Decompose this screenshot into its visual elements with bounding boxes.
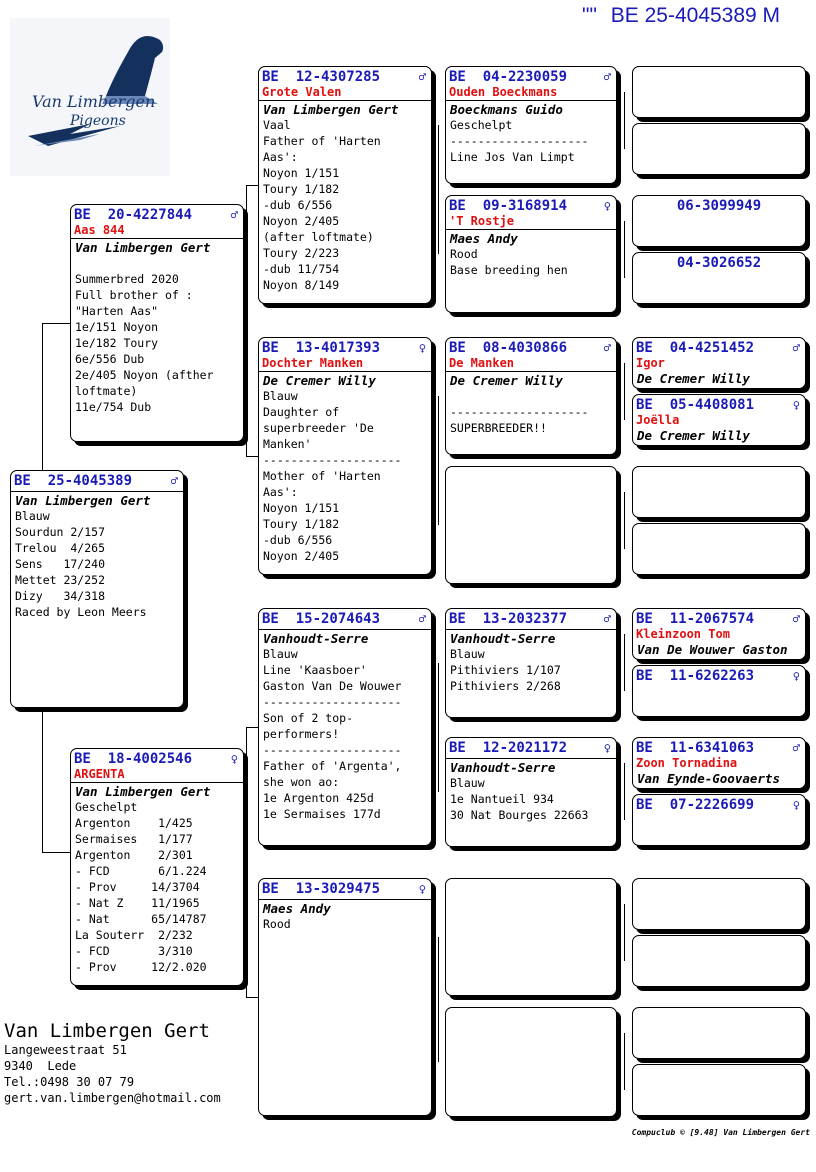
pedigree-header bbox=[582, 4, 780, 28]
breeder-name: Vanhoudt-Serre bbox=[450, 760, 556, 775]
pigeon-name: Aas 844 bbox=[74, 223, 125, 237]
ring-number: 06-3099949 bbox=[676, 198, 762, 214]
card-header bbox=[262, 611, 428, 628]
connector bbox=[438, 937, 439, 1062]
pigeon-name: Ouden Boeckmans bbox=[449, 85, 558, 99]
connector bbox=[246, 456, 258, 457]
pigeon-card-subject bbox=[10, 470, 184, 708]
pigeon-info: Rood bbox=[263, 917, 291, 931]
card-header bbox=[636, 397, 802, 414]
breeder-name: Van Limbergen Gert bbox=[75, 784, 211, 799]
pigeon-info: Vaal Father of 'Harten Aas': Noyon 1/151 Toury 1/182 -dub 6/556 Noyon 2/405 (after loftmate) Toury 2/223 -dub 11/754 Noyon 8/149 bbox=[263, 118, 381, 292]
divider bbox=[446, 229, 616, 230]
ring-number: BE 11-6262263 bbox=[636, 668, 755, 684]
divider bbox=[71, 782, 243, 783]
connector bbox=[624, 92, 625, 149]
pigeon-card-sire bbox=[70, 204, 244, 442]
card-header bbox=[449, 740, 613, 757]
ring-number: BE 12-4307285 bbox=[262, 69, 381, 85]
pigeon-card-sdd bbox=[445, 466, 617, 584]
ring-number: BE 15-2074643 bbox=[262, 611, 381, 627]
pigeon-card-dds bbox=[445, 878, 617, 996]
female-icon: ♀ bbox=[603, 199, 611, 213]
breeder-name: De Cremer Willy bbox=[637, 371, 750, 386]
pigeon-name: Igor bbox=[636, 356, 665, 370]
pigeon-card-dam bbox=[70, 748, 244, 986]
divider bbox=[259, 371, 431, 372]
connector bbox=[42, 323, 70, 324]
pigeon-info: Geschelpt Argenton 1/425 Sermaises 1/177 Argenton 2/301 - FCD 6/1.224 - Prov 14/3704 - Nat Z 11/1965 - Nat 65/14787 La Souterr 2/232 - FCD 3/310 - Prov 12/2.020 bbox=[75, 800, 207, 974]
ring-number: BE 07-2226699 bbox=[636, 797, 755, 813]
pigeon-info: -------------------- SUPERBREEDER!! bbox=[450, 405, 589, 435]
breeder-name: Vanhoudt-Serre bbox=[450, 631, 556, 646]
pigeon-card-ddd bbox=[445, 1007, 617, 1117]
connector bbox=[438, 663, 439, 792]
connector bbox=[42, 712, 43, 852]
pigeon-card-g16 bbox=[632, 1064, 806, 1116]
ring-number: BE 05-4408081 bbox=[636, 397, 755, 413]
breeder-name: Van Limbergen Gert bbox=[15, 493, 151, 508]
connector bbox=[246, 997, 258, 998]
divider bbox=[259, 899, 431, 900]
connector bbox=[624, 1033, 625, 1090]
pigeon-info: Rood Base breeding hen bbox=[450, 247, 568, 277]
owner-street: Langeweestraat 51 bbox=[4, 1043, 127, 1057]
pigeon-card-sd bbox=[258, 337, 432, 575]
male-icon: ♂ bbox=[230, 208, 238, 222]
divider bbox=[259, 100, 431, 101]
connector bbox=[624, 763, 625, 820]
card-header bbox=[636, 797, 802, 814]
male-icon: ♂ bbox=[603, 341, 611, 355]
pigeon-card-g10 bbox=[632, 665, 806, 717]
female-icon: ♀ bbox=[418, 341, 426, 355]
female-icon: ♀ bbox=[792, 669, 800, 683]
pigeon-name: Joëlla bbox=[636, 413, 680, 427]
pigeon-card-g15 bbox=[632, 1007, 806, 1059]
header-quote: "" bbox=[582, 4, 597, 27]
pigeon-card-g11 bbox=[632, 737, 806, 789]
card-header bbox=[636, 340, 802, 357]
card-header bbox=[449, 340, 613, 357]
connector bbox=[246, 727, 247, 997]
pigeon-card-g2 bbox=[632, 123, 806, 175]
pigeon-name: Zoon Tornadina bbox=[636, 756, 738, 770]
pigeon-card-dd bbox=[258, 878, 432, 1116]
pigeon-info: Geschelpt -------------------- Line Jos Van Limpt bbox=[450, 118, 589, 164]
pigeon-card-ss bbox=[258, 66, 432, 304]
connector bbox=[624, 634, 625, 691]
card-header bbox=[636, 611, 802, 628]
header-ring: BE 25-4045389 M bbox=[610, 4, 781, 27]
divider bbox=[71, 238, 243, 239]
card-header bbox=[14, 473, 180, 490]
connector bbox=[624, 492, 625, 549]
ring-number: BE 25-4045389 bbox=[14, 473, 133, 489]
connector bbox=[438, 125, 439, 254]
ring-number: BE 04-4251452 bbox=[636, 340, 755, 356]
pigeon-name: Grote Valen bbox=[262, 85, 342, 99]
ring-number: 04-3026652 bbox=[676, 255, 762, 271]
divider bbox=[446, 100, 616, 101]
male-icon: ♂ bbox=[418, 612, 426, 626]
pigeon-card-g1 bbox=[632, 66, 806, 118]
card-header bbox=[262, 69, 428, 86]
divider bbox=[11, 491, 183, 492]
pigeon-card-g7 bbox=[632, 466, 806, 518]
pigeon-card-g3 bbox=[632, 195, 806, 247]
ring-number: BE 11-2067574 bbox=[636, 611, 755, 627]
card-header bbox=[74, 751, 240, 768]
logo-text-1: Van Limbergen bbox=[32, 92, 156, 111]
pigeon-info: Blauw Daughter of superbreeder 'De Manken' -------------------- Mother of 'Harten Aas': Noyon 1/151 Toury 1/182 -dub 6/556 Noyon 2/405 bbox=[263, 389, 402, 563]
ring-number: BE 09-3168914 bbox=[449, 198, 568, 214]
connector bbox=[624, 221, 625, 278]
female-icon: ♀ bbox=[792, 798, 800, 812]
card-header bbox=[636, 668, 802, 685]
breeder-name: De Cremer Willy bbox=[637, 428, 750, 443]
card-header bbox=[449, 198, 613, 215]
female-icon: ♀ bbox=[230, 752, 238, 766]
owner-name: Van Limbergen Gert bbox=[4, 1020, 210, 1042]
divider bbox=[446, 758, 616, 759]
connector bbox=[624, 363, 625, 420]
male-icon: ♂ bbox=[792, 741, 800, 755]
pigeon-info: Blauw Line 'Kaasboer' Gaston Van De Wouwer -------------------- Son of 2 top- performers! -------------------- Father of 'Argenta', she won ao: 1e Argenton 425d 1e Sermaises 177d bbox=[263, 647, 402, 821]
pigeon-card-dsd bbox=[445, 737, 617, 847]
ring-number: BE 20-4227844 bbox=[74, 207, 193, 223]
breeder-name: Van Eynde-Goovaerts bbox=[637, 771, 780, 786]
breeder-name: De Cremer Willy bbox=[450, 373, 563, 388]
male-icon: ♂ bbox=[170, 474, 178, 488]
connector bbox=[246, 185, 258, 186]
connector bbox=[42, 852, 70, 853]
breeder-name: Maes Andy bbox=[450, 231, 518, 246]
pigeon-card-g6 bbox=[632, 394, 806, 446]
pigeon-card-g12 bbox=[632, 794, 806, 846]
pigeon-card-g8 bbox=[632, 523, 806, 575]
pigeon-card-g4 bbox=[632, 252, 806, 304]
ring-number: BE 11-6341063 bbox=[636, 740, 755, 756]
pigeon-card-ssd bbox=[445, 195, 617, 313]
logo-text-2: Pigeons bbox=[70, 113, 126, 129]
pigeon-card-sss bbox=[445, 66, 617, 184]
female-icon: ♀ bbox=[603, 741, 611, 755]
breeder-name: Van De Wouwer Gaston bbox=[637, 642, 788, 657]
card-header bbox=[74, 207, 240, 224]
male-icon: ♂ bbox=[603, 612, 611, 626]
pigeon-name: ARGENTA bbox=[74, 767, 125, 781]
ring-number: BE 13-2032377 bbox=[449, 611, 568, 627]
owner-tel: Tel.:0498 30 07 79 bbox=[4, 1075, 135, 1089]
ring-number: BE 08-4030866 bbox=[449, 340, 568, 356]
pigeon-info: Blauw Sourdun 2/157 Trelou 4/265 Sens 17/240 Mettet 23/252 Dizy 34/318 Raced by Leon Meers bbox=[15, 509, 147, 619]
card-header bbox=[449, 69, 613, 86]
divider bbox=[446, 629, 616, 630]
ring-number: BE 12-2021172 bbox=[449, 740, 568, 756]
ring-number: BE 13-4017393 bbox=[262, 340, 381, 356]
pigeon-card-g5 bbox=[632, 337, 806, 389]
pigeon-card-g9 bbox=[632, 608, 806, 660]
female-icon: ♀ bbox=[418, 882, 426, 896]
pigeon-card-g14 bbox=[632, 935, 806, 987]
logo bbox=[10, 18, 170, 176]
connector bbox=[624, 904, 625, 961]
connector bbox=[246, 185, 247, 456]
ring-number: BE 04-2230059 bbox=[449, 69, 568, 85]
breeder-name: Boeckmans Guido bbox=[450, 102, 563, 117]
pigeon-info: Summerbred 2020 Full brother of : "Harten Aas" 1e/151 Noyon 1e/182 Toury 6e/556 Dub 2e/405 Noyon (afther loftmate) 11e/754 Dub bbox=[75, 272, 214, 414]
male-icon: ♂ bbox=[792, 612, 800, 626]
pigeon-name: De Manken bbox=[449, 356, 515, 370]
breeder-name: Van Limbergen Gert bbox=[75, 240, 211, 255]
pigeon-name: 'T Rostje bbox=[449, 214, 515, 228]
divider bbox=[446, 371, 616, 372]
breeder-name: Vanhoudt-Serre bbox=[263, 631, 369, 646]
card-header bbox=[449, 611, 613, 628]
pigeon-info: Blauw Pithiviers 1/107 Pithiviers 2/268 bbox=[450, 647, 561, 693]
connector bbox=[42, 323, 43, 470]
connector bbox=[438, 396, 439, 525]
card-header bbox=[636, 740, 802, 757]
pigeon-card-sds bbox=[445, 337, 617, 455]
owner-block bbox=[4, 1020, 221, 1106]
ring-number: BE 18-4002546 bbox=[74, 751, 193, 767]
divider bbox=[259, 629, 431, 630]
pigeon-info: Blauw 1e Nantueil 934 30 Nat Bourges 22663 bbox=[450, 776, 589, 822]
connector bbox=[246, 727, 258, 728]
card-header bbox=[262, 340, 428, 357]
footer-credit: Compuclub © [9.48] Van Limbergen Gert bbox=[631, 1128, 810, 1137]
male-icon: ♂ bbox=[603, 70, 611, 84]
pigeon-card-g13 bbox=[632, 878, 806, 930]
breeder-name: De Cremer Willy bbox=[263, 373, 376, 388]
pigeon-card-dss bbox=[445, 608, 617, 718]
breeder-name: Van Limbergen Gert bbox=[263, 102, 399, 117]
owner-city: 9340 Lede bbox=[4, 1059, 77, 1073]
pigeon-name: Kleinzoon Tom bbox=[636, 627, 730, 641]
card-header bbox=[262, 881, 428, 898]
ring-number: BE 13-3029475 bbox=[262, 881, 381, 897]
male-icon: ♂ bbox=[792, 341, 800, 355]
owner-email[interactable]: gert.van.limbergen@hotmail.com bbox=[4, 1091, 221, 1105]
pigeon-card-ds bbox=[258, 608, 432, 846]
male-icon: ♂ bbox=[418, 70, 426, 84]
female-icon: ♀ bbox=[792, 398, 800, 412]
breeder-name: Maes Andy bbox=[263, 901, 331, 916]
pigeon-name: Dochter Manken bbox=[262, 356, 364, 370]
